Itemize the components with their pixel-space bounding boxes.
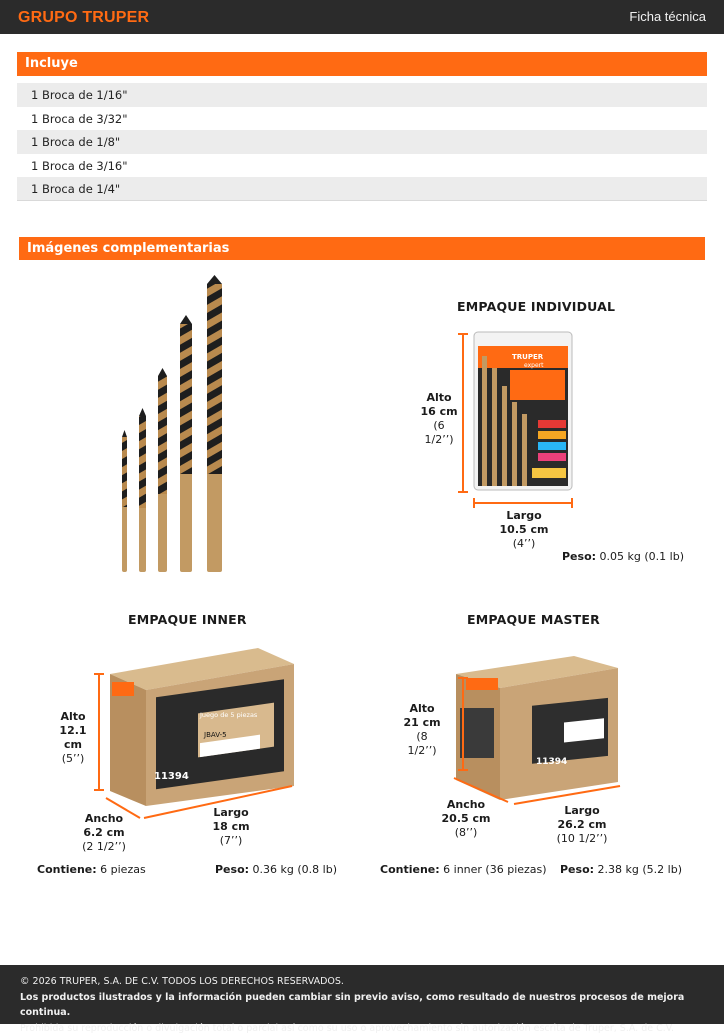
master-height-label: Alto 21 cm (8 1/2’’) [402,702,442,758]
inner-height-label: Alto 12.1 cm (5’’) [50,710,96,766]
master-depth-label: Ancho 20.5 cm (8’’) [440,798,492,840]
master-weight: Peso: 2.38 kg (5.2 lb) [560,863,682,877]
copyright: © 2026 TRUPER, S.A. DE C.V. TODOS LOS DERECHOS RESERVADOS. [20,974,704,990]
legal-notice: Prohibida su reproducción o divulgación total o parcial así como su uso o aprovechamiento sin autorización escrita de Truper, S.A. de C.V. [20,1021,704,1036]
top-bar [0,0,724,34]
list-item: 1 Broca de 1/4" [17,177,707,201]
master-box-code: 11394 [536,755,567,769]
footer [0,965,724,1024]
list-item: 1 Broca de 3/16" [17,154,707,178]
includes-header: Incluye [17,52,707,76]
master-length-label: Largo 26.2 cm (10 1/2’’) [554,804,610,846]
inner-box-code: 11394 [154,770,189,784]
individual-height-label: Alto 16 cm (6 1/2’’) [420,391,458,447]
individual-card-brand: TRUPER [512,350,543,364]
master-pack-title: EMPAQUE MASTER [467,612,600,627]
inner-length-label: Largo 18 cm (7’’) [208,806,254,848]
brand-logo: GRUPO TRUPER [18,9,149,27]
individual-pack-title: EMPAQUE INDIVIDUAL [457,299,615,314]
list-item: 1 Broca de 3/32" [17,107,707,131]
inner-weight: Peso: 0.36 kg (0.8 lb) [215,863,337,877]
inner-box-model: JBAV-5 [204,728,227,742]
master-height-line [458,678,468,770]
disclaimer: Los productos ilustrados y la información pueden cambiar sin previo aviso, como resultado de nuestros procesos de mejora continua. [20,990,704,1021]
list-item: 1 Broca de 1/16" [17,83,707,107]
inner-contains: Contiene: 6 piezas [37,863,146,877]
document-type: Ficha técnica [629,9,706,24]
individual-card-sub: expert [524,359,543,373]
inner-depth-label: Ancho 6.2 cm (2 1/2’’) [80,812,128,854]
master-contains: Contiene: 6 inner (36 piezas) [380,863,547,877]
drill-bits-image [110,272,240,577]
list-item: 1 Broca de 1/8" [17,130,707,154]
includes-list [17,83,707,201]
inner-box-text: Juego de 5 piezas [200,708,257,722]
individual-width-line [474,498,574,508]
individual-weight: Peso: 0.05 kg (0.1 lb) [562,550,684,564]
list-divider [17,200,707,201]
inner-pack-title: EMPAQUE INNER [128,612,247,627]
individual-height-line [458,334,468,492]
images-header: Imágenes complementarias [19,237,705,260]
individual-width-label: Largo 10.5 cm (4’’) [495,509,553,551]
